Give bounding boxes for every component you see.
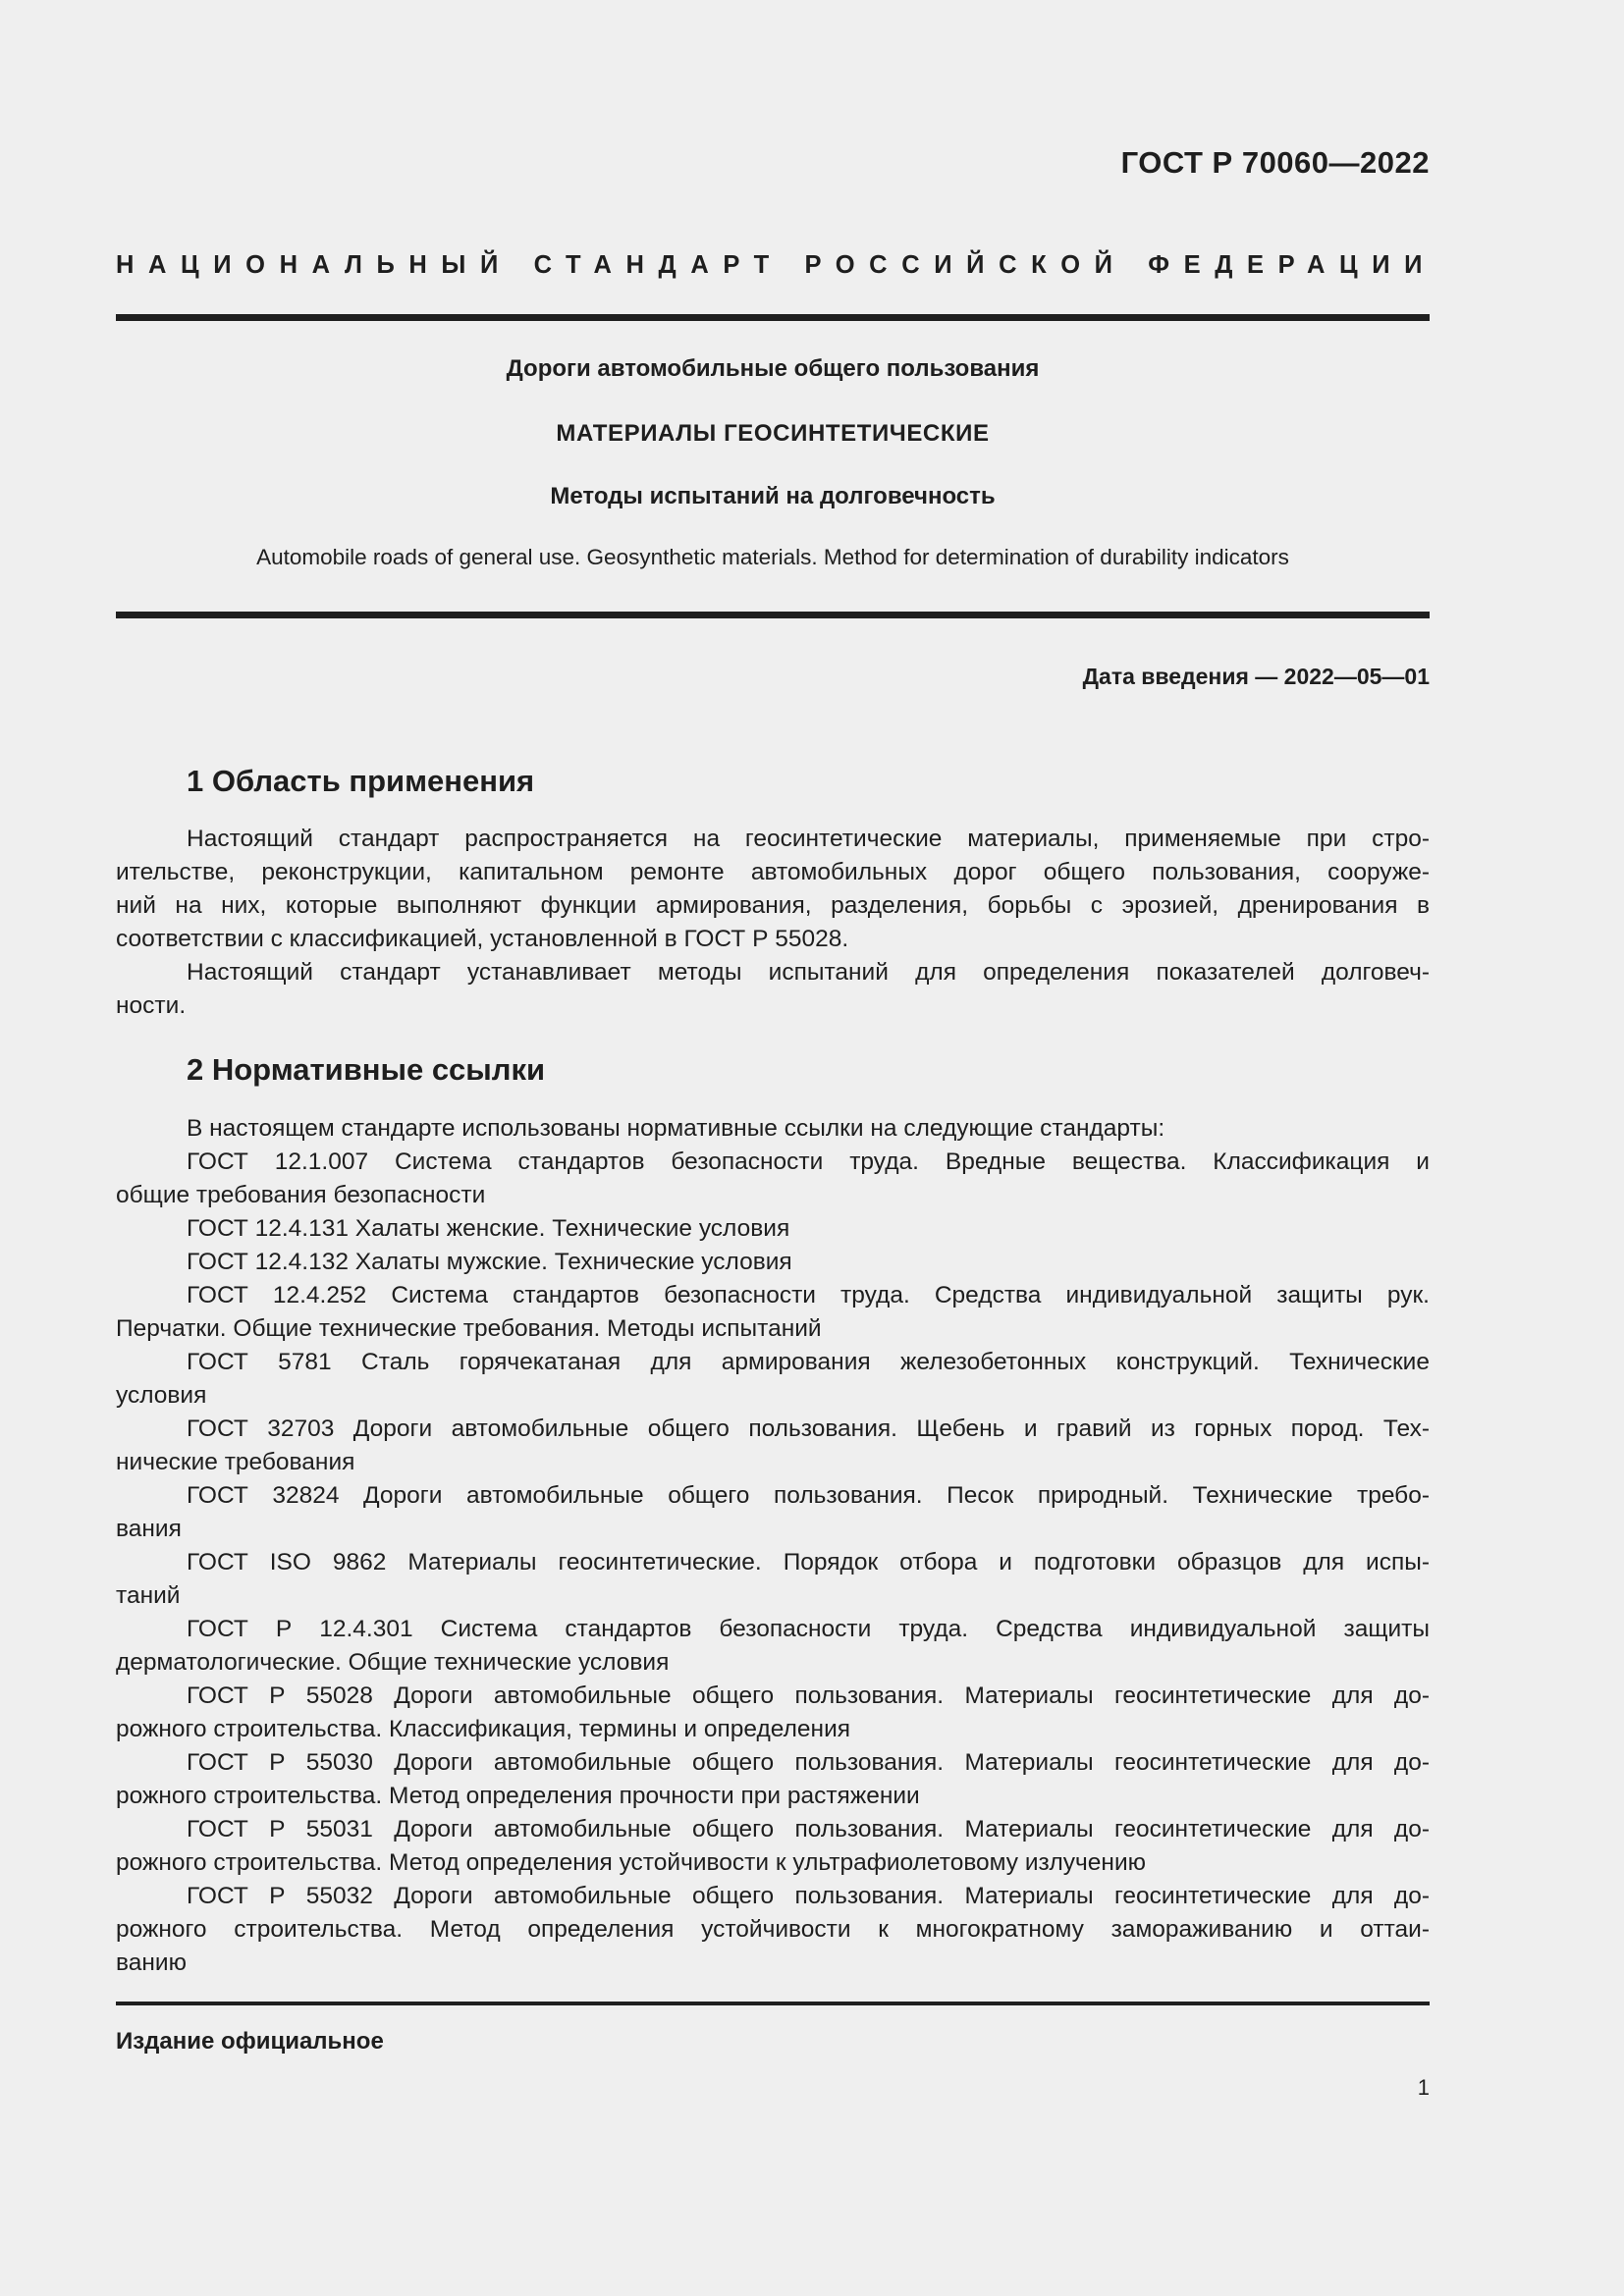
page-number: 1 xyxy=(1417,2075,1430,2100)
reference-line: рожного строительства. Метод определения устойчивости к ультрафиолетовому излучению xyxy=(116,1849,1147,1876)
reference-line: ГОСТ ISO 9862 Материалы геосинтетические. Порядок отбора и подготовки образцов для испы- xyxy=(187,1549,1430,1575)
text-line: В настоящем стандарте использованы нормативные ссылки на следующие стандарты: xyxy=(187,1115,1165,1142)
reference-line: общие требования безопасности xyxy=(116,1182,486,1208)
text-line: ительстве, реконструкции, капитальном ремонте автомобильных дорог общего пользования, сооруже- xyxy=(116,859,1430,885)
footer-divider xyxy=(116,2002,1430,2005)
standard-code: ГОСТ Р 70060—2022 xyxy=(1120,145,1430,180)
reference-line: ванию xyxy=(116,1949,187,1976)
english-title: Automobile roads of general use. Geosynthetic materials. Method for determination of durability indicators xyxy=(256,545,1289,569)
title-line-1: Дороги автомобильные общего пользования xyxy=(506,355,1040,382)
section-1-heading: 1 Область применения xyxy=(187,764,535,798)
title-line-3: Методы испытаний на долговечность xyxy=(550,483,996,509)
reference-line: нические требования xyxy=(116,1449,355,1475)
reference-line: рожного строительства. Метод определения прочности при растяжении xyxy=(116,1783,920,1809)
text-line: ности. xyxy=(116,992,187,1019)
reference-line: ГОСТ 32824 Дороги автомобильные общего пользования. Песок природный. Технические требо- xyxy=(187,1482,1430,1509)
reference-line: ГОСТ Р 55031 Дороги автомобильные общего пользования. Материалы геосинтетические для до- xyxy=(187,1816,1430,1842)
section-2-heading: 2 Нормативные ссылки xyxy=(187,1052,546,1087)
title-line-2: МАТЕРИАЛЫ ГЕОСИНТЕТИЧЕСКИЕ xyxy=(556,420,990,447)
top-divider xyxy=(116,314,1430,321)
reference-line: ГОСТ Р 55028 Дороги автомобильные общего пользования. Материалы геосинтетические для до- xyxy=(187,1682,1430,1709)
reference-line: ГОСТ 5781 Сталь горячекатаная для армирования железобетонных конструкций. Технические xyxy=(187,1349,1430,1375)
reference-line: таний xyxy=(116,1582,181,1609)
reference-line: условия xyxy=(116,1382,207,1409)
text-line: Настоящий стандарт устанавливает методы испытаний для определения показателей долговеч- xyxy=(187,959,1430,986)
reference-line: ГОСТ Р 55032 Дороги автомобильные общего пользования. Материалы геосинтетические для до- xyxy=(187,1883,1430,1909)
reference-line: дерматологические. Общие технические условия xyxy=(116,1649,670,1676)
official-edition-label: Издание официальное xyxy=(116,2028,384,2055)
text-line: ний на них, которые выполняют функции армирования, разделения, борьбы с эрозией, дренирования в xyxy=(116,892,1430,919)
reference-line: Перчатки. Общие технические требования. Методы испытаний xyxy=(116,1315,822,1342)
section-1-text xyxy=(116,823,1430,1023)
date-of-introduction: Дата введения — 2022—05—01 xyxy=(1082,664,1430,689)
reference-line: ГОСТ Р 55030 Дороги автомобильные общего пользования. Материалы геосинтетические для до- xyxy=(187,1749,1430,1776)
reference-line: рожного строительства. Классификация, термины и определения xyxy=(116,1716,851,1742)
reference-line: ГОСТ 32703 Дороги автомобильные общего пользования. Щебень и гравий из горных пород. Тех- xyxy=(187,1415,1430,1442)
reference-line: рожного строительства. Метод определения устойчивости к многократному замораживанию и оттаи- xyxy=(116,1916,1430,1943)
reference-line: ГОСТ 12.4.132 Халаты мужские. Технические условия xyxy=(187,1249,792,1275)
text-line: Настоящий стандарт распространяется на геосинтетические материалы, применяемые при стро- xyxy=(187,826,1430,852)
reference-line: вания xyxy=(116,1516,182,1542)
reference-line: ГОСТ 12.4.252 Система стандартов безопасности труда. Средства индивидуальной защиты рук. xyxy=(187,1282,1430,1308)
reference-line: ГОСТ 12.4.131 Халаты женские. Технические условия xyxy=(187,1215,790,1242)
text-line: соответствии с классификацией, установленной в ГОСТ Р 55028. xyxy=(116,926,849,952)
title-divider xyxy=(116,612,1430,618)
section-2-text xyxy=(116,1112,1430,1980)
national-standard-banner: НАЦИОНАЛЬНЫЙ СТАНДАРТ РОССИЙСКОЙ ФЕДЕРАЦИИ xyxy=(116,251,1437,279)
reference-line: ГОСТ 12.1.007 Система стандартов безопасности труда. Вредные вещества. Классификация и xyxy=(187,1148,1430,1175)
reference-line: ГОСТ Р 12.4.301 Система стандартов безопасности труда. Средства индивидуальной защиты xyxy=(187,1616,1430,1642)
